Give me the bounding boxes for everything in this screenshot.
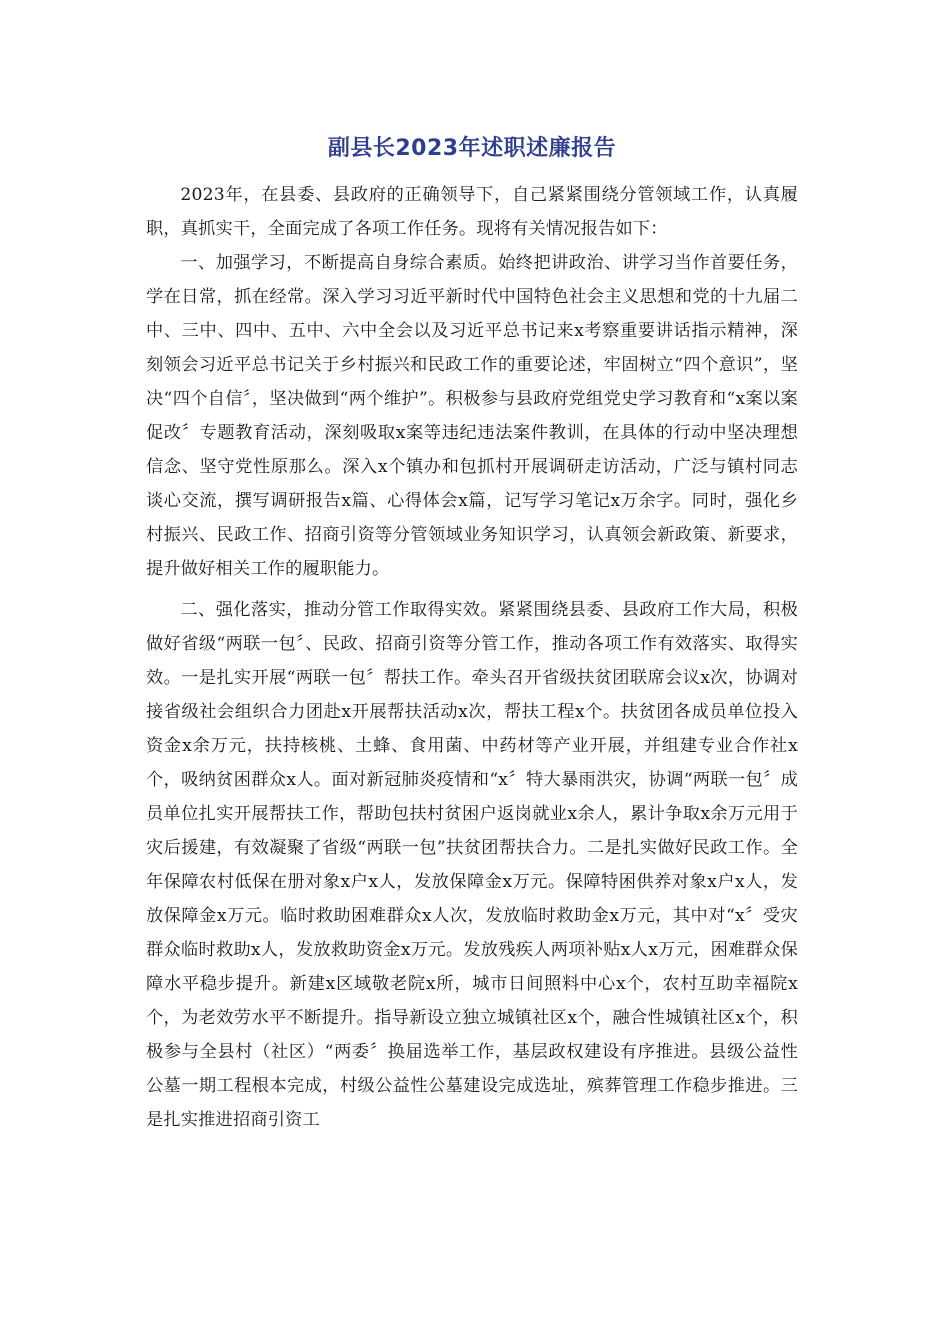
paragraph-implementation: 二、强化落实，推动分管工作取得实效。紧紧围绕县委、县政府工作大局，积极做好省级“两联一包〞、民政、招商引资等分管工作，推动各项工作有效落实、取得实效。一是扎实开展“两联一包〞帮扶工作。牵头召开省级扶贫团联席会议x次，协调对接省级社会组织合力团赴x开展帮扶活动x次，帮扶工程x个。扶贫团各成员单位投入资金x余万元，扶持核桃、土蜂、食用菌、中药材等产业开展，并组建专业合作社x个，吸纳贫困群众x人。面对新冠肺炎疫情和“x〞特大暴雨洪灾，协调“两联一包〞成员单位扎实开展帮扶工作，帮助包扶村贫困户返岗就业x余人，累计争取x余万元用于灾后援建，有效凝聚了省级“两联一包”扶贫团帮扶合力。二是扎实做好民政工作。全年保障农村低保在册对象x户x人，发放保障金x万元。保障特困供养对象x户x人，发放保障金x万元。临时救助困难群众x人次，发放临时救助金x万元，其中对“x〞受灾群众临时救助x人，发放救助资金x万元。发放残疾人两项补贴x人x万元，困难群众保障水平稳步提升。新建x区域敬老院x所，城市日间照料中心x个，农村互助幸福院x个，为老效劳水平不断提升。指导新设立独立城镇社区x个，融合性城镇社区x个，积极参与全县村（社区）“两委〞换届选举工作，基层政权建设有序推进。县级公益性公墓一期工程根本完成，村级公益性公墓建设完成选址，殡葬管理工作稳步推进。三是扎实推进招商引资工 <box>146 600 798 1130</box>
document-page <box>146 128 798 1137</box>
paragraph-intro: 2023年，在县委、县政府的正确领导下，自己紧紧围绕分管领域工作，认真履职，真抓实干，全面完成了各项工作任务。现将有关情况报告如下： <box>146 185 798 239</box>
document-title: 副县长2023年述职述廉报告 <box>327 136 617 161</box>
paragraph-study: 一、加强学习，不断提高自身综合素质。始终把讲政治、讲学习当作首要任务，学在日常，抓在经常。深入学习习近平新时代中国特色社会主义思想和党的十九届二中、三中、四中、五中、六中全会以及习近平总书记来x考察重要讲话指示精神，深刻领会习近平总书记关于乡村振兴和民政工作的重要论述，牢固树立“四个意识”，坚决“四个自信〞，坚决做到“两个维护”。积极参与县政府党组党史学习教育和“x案以案促改〞专题教育活动，深刻吸取x案等违纪违法案件教训，在具体的行动中坚决理想信念、坚守党性原那么。深入x个镇办和包抓村开展调研走访活动，广泛与镇村同志谈心交流，撰写调研报告x篇、心得体会x篇，记写学习笔记x万余字。同时，强化乡村振兴、民政工作、招商引资等分管领域业务知识学习，认真领会新政策、新要求，提升做好相关工作的履职能力。 <box>146 253 798 579</box>
